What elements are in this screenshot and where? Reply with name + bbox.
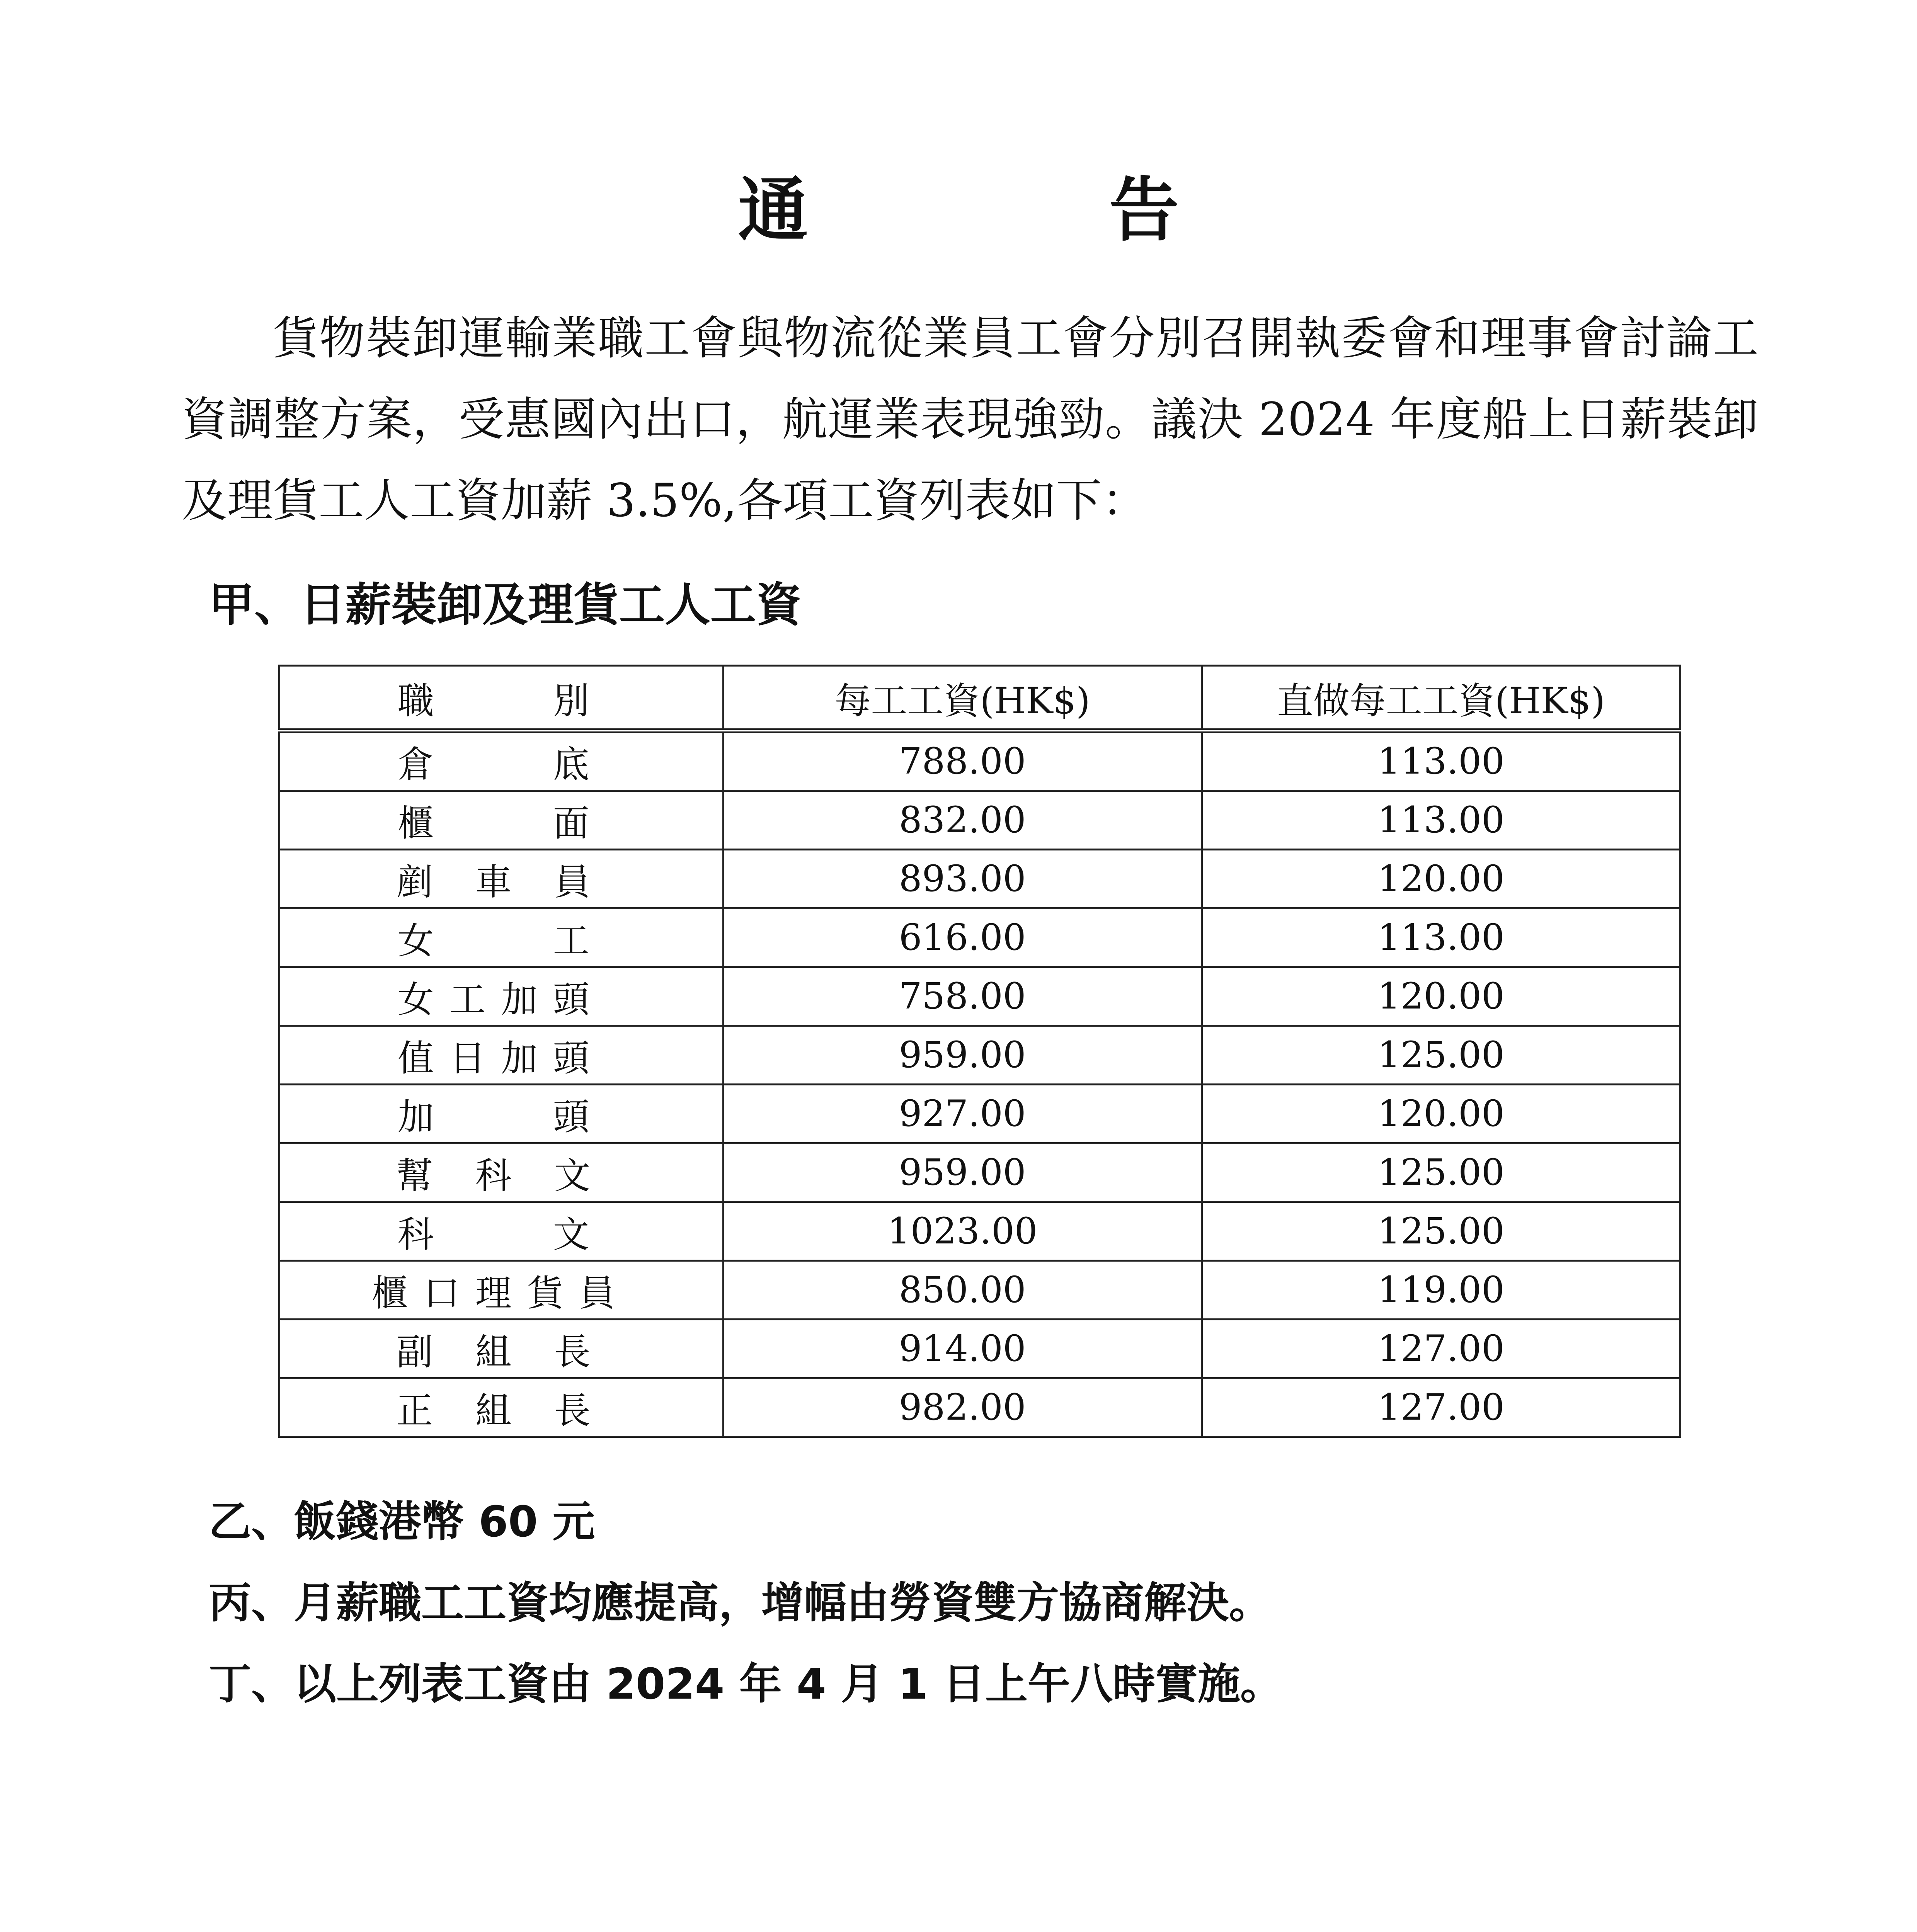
daily-wage-cell: 758.00 [723, 967, 1202, 1026]
job-cell: 值日加頭 [279, 1026, 724, 1085]
hourly-wage-cell: 120.00 [1202, 1085, 1680, 1143]
note-meal-allowance: 乙、飯錢港幣 60 元 [209, 1497, 595, 1546]
hourly-wage-cell: 113.00 [1202, 791, 1680, 850]
job-cell: 加 頭 [279, 1085, 724, 1143]
table-row [279, 967, 1680, 1026]
table-header-row [279, 666, 1680, 731]
wage-table [278, 665, 1681, 1438]
hourly-wage-cell: 120.00 [1202, 850, 1680, 908]
table-row [279, 850, 1680, 908]
table-row [279, 1261, 1680, 1320]
job-cell: 幫 科 文 [279, 1143, 724, 1202]
note-monthly-staff: 丙、月薪職工工資均應提高，增幅由勞資雙方協商解決。 [209, 1578, 1272, 1628]
daily-wage-cell: 616.00 [723, 908, 1202, 967]
intro-paragraph: 貨物裝卸運輸業職工會與物流從業員工會分別召開執委會和理事會討論工資調整方案，受惠國內出口，航運業表現強勁。議決 2024 年度船上日薪裝卸及理貨工人工資加薪 3.5%,各項工資列表如下： [182, 311, 1759, 527]
job-cell: 女 工 [279, 908, 724, 967]
table-row [279, 1143, 1680, 1202]
hourly-wage-cell: 125.00 [1202, 1202, 1680, 1261]
hourly-wage-cell: 119.00 [1202, 1261, 1680, 1320]
daily-wage-cell: 914.00 [723, 1320, 1202, 1378]
daily-wage-cell: 927.00 [723, 1085, 1202, 1143]
hourly-wage-cell: 125.00 [1202, 1026, 1680, 1085]
job-cell: 櫃 面 [279, 791, 724, 850]
note-effective-date: 丁、以上列表工資由 2024 年 4 月 1 日上午八時實施。 [209, 1659, 1283, 1709]
table-row [279, 1320, 1680, 1378]
daily-wage-cell: 959.00 [723, 1143, 1202, 1202]
job-cell: 櫃口理貨員 [279, 1261, 724, 1320]
job-cell: 剷 車 員 [279, 850, 724, 908]
daily-wage-cell: 1023.00 [723, 1202, 1202, 1261]
table-row [279, 908, 1680, 967]
job-cell: 副 組 長 [279, 1320, 724, 1378]
hourly-wage-cell: 127.00 [1202, 1320, 1680, 1378]
hourly-wage-cell: 120.00 [1202, 967, 1680, 1026]
table-row [279, 731, 1680, 791]
table-row [279, 1202, 1680, 1261]
header-hourly-wage: 直做每工工資(HK$) [1202, 666, 1680, 731]
table-row [279, 1085, 1680, 1143]
job-cell: 正 組 長 [279, 1378, 724, 1437]
job-cell: 倉 底 [279, 731, 724, 791]
job-cell: 女工加頭 [279, 967, 724, 1026]
daily-wage-cell: 850.00 [723, 1261, 1202, 1320]
daily-wage-cell: 832.00 [723, 791, 1202, 850]
hourly-wage-cell: 113.00 [1202, 908, 1680, 967]
table-row [279, 791, 1680, 850]
table-row [279, 1378, 1680, 1437]
hourly-wage-cell: 125.00 [1202, 1143, 1680, 1202]
header-job: 職 別 [279, 666, 724, 731]
section-a-heading: 甲、日薪裝卸及理貨工人工資 [209, 578, 802, 631]
page-title: 通 告 [738, 170, 1295, 251]
daily-wage-cell: 959.00 [723, 1026, 1202, 1085]
job-cell: 科 文 [279, 1202, 724, 1261]
daily-wage-cell: 788.00 [723, 731, 1202, 791]
daily-wage-cell: 893.00 [723, 850, 1202, 908]
hourly-wage-cell: 113.00 [1202, 731, 1680, 791]
daily-wage-cell: 982.00 [723, 1378, 1202, 1437]
header-daily-wage: 每工工資(HK$) [723, 666, 1202, 731]
table-row [279, 1026, 1680, 1085]
hourly-wage-cell: 127.00 [1202, 1378, 1680, 1437]
